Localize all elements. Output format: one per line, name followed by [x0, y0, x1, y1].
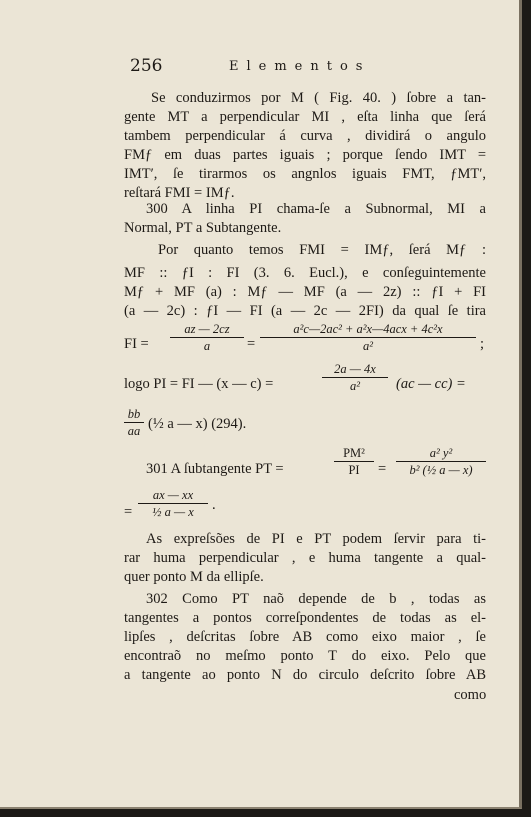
text-line: Por quanto temos FMI = IMƒ, ſerá Mƒ : [158, 242, 486, 258]
numerator: a²c—2ac² + a²x—4acx + 4c²x [293, 322, 443, 336]
text-line: quer ponto M da ellipſe. [124, 569, 264, 585]
denominator: a² [350, 379, 360, 393]
numerator: PM² [343, 446, 365, 460]
eq-text: logo PI = FI — (x — c) = [124, 376, 274, 392]
fraction-bar [124, 422, 144, 423]
page-header [130, 56, 488, 78]
text-line: Normal, PT a Subtangente. [124, 220, 282, 236]
text-line: gente MT a perpendicular MI , eſta linha que ſerá [124, 109, 486, 125]
denominator: b² (½ a — x) [409, 463, 473, 477]
text-line: a tangente ao ponto N do circulo deſcrito ſobre AB [124, 667, 486, 683]
eq-text: (ac — cc) = [396, 376, 466, 392]
numerator: bb [127, 407, 141, 421]
numerator: 2a — 4x [334, 362, 376, 376]
denominator: a² [363, 339, 373, 353]
text-line: MF :: ƒI : FI (3. 6. Eucl.), e conſeguintemente [124, 265, 486, 281]
text-line: As expreſsões de PI e PT podem ſervir para ti- [146, 531, 486, 547]
catchword: como [454, 687, 487, 703]
fraction-bar [260, 337, 476, 338]
text-line: 300 A linha PI chama-ſe a Subnormal, MI a [146, 201, 486, 217]
fraction-bar [170, 337, 244, 338]
eq-text: FI = [124, 336, 149, 352]
denominator: a [203, 339, 211, 353]
fraction [138, 488, 208, 519]
text-line: Mƒ + MF (a) : Mƒ — MF (a — 2z) :: ƒI + FI [124, 284, 486, 300]
page-number: 256 [130, 56, 163, 76]
text-line: FMƒ em duas partes iguais ; porque ſendo IMT = [124, 147, 486, 163]
text-line: (a — 2c) : ƒI — FI (a — 2c — 2FI) da qual ſe tira [124, 303, 486, 319]
text-line: IMT′, ſe tirarmos os angnlos iguais FMT, ƒMT′, [124, 166, 486, 182]
fraction [334, 446, 374, 477]
running-title: Elementos [229, 59, 371, 74]
text-line: tambem perpendicular á curva , dividirá o angulo [124, 128, 486, 144]
eq-text: = [247, 336, 256, 352]
text-line: tangentes a pontos correſpondentes de todas as el- [124, 610, 486, 626]
eq-text: 301 A ſubtangente PT = [146, 461, 284, 477]
eq-text: (½ a — x) (294). [148, 416, 247, 432]
text-line: encontraõ no meſmo ponto T do eixo. Pelo que [124, 648, 486, 664]
eq-text: ; [480, 336, 485, 352]
fraction-bar [322, 377, 388, 378]
text-line: reſtará FMI = IMƒ. [124, 185, 235, 201]
text-line: Se conduzirmos por M ( Fig. 40. ) ſobre a tan- [151, 90, 486, 106]
fraction [124, 407, 144, 438]
denominator: PI [348, 463, 360, 477]
fraction-bar [334, 461, 374, 462]
fraction-bar [138, 503, 208, 504]
text-line: lipſes , deſcritas ſobre AB como eixo maior , ſe [124, 629, 486, 645]
fraction [322, 362, 388, 393]
fraction [170, 322, 244, 353]
text-line: rar huma perpendicular , e huma tangente a qual- [124, 550, 486, 566]
numerator: a² y² [429, 446, 453, 460]
eq-text: . [212, 497, 216, 513]
fraction [396, 446, 486, 477]
numerator: ax — xx [152, 488, 194, 502]
denominator: ½ a — x [152, 505, 194, 519]
eq-text: = [378, 461, 387, 477]
numerator: az — 2cz [184, 322, 230, 336]
text-line: 302 Como PT naõ depende de b , todas as [146, 591, 486, 607]
fraction-bar [396, 461, 486, 462]
denominator: aa [127, 424, 141, 438]
fraction [260, 322, 476, 353]
eq-text: = [124, 504, 133, 520]
